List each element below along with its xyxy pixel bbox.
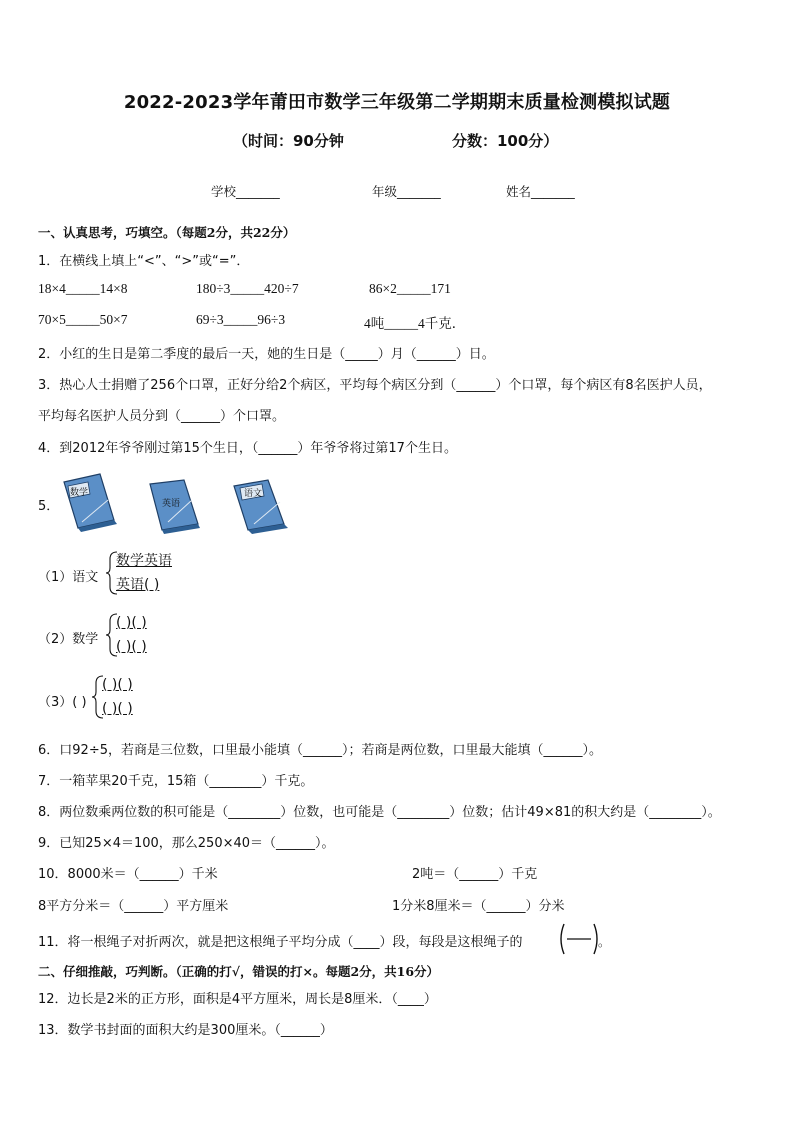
q5-part-3-label: （3）( ): [38, 695, 87, 710]
question-13: 13．数学书封面的面积大约是300厘米。（______）: [38, 1023, 333, 1038]
school-field: 学校_______: [211, 184, 280, 199]
question-5: 5．: [38, 499, 60, 514]
chinese-book-image: [232, 478, 294, 536]
question-10-d: 1分米8厘米＝（______）分米: [392, 899, 565, 914]
book-title: 语文: [244, 489, 263, 499]
question-10-c: 8平方分米＝（______）平方厘米: [38, 899, 229, 914]
time-label: （时间：90分钟: [233, 132, 344, 150]
score-label: 分数：100分）: [452, 132, 559, 150]
q1-item-5: 69÷3_____96÷3: [196, 312, 286, 327]
q1-item-4: 70×5_____50×7: [38, 312, 128, 327]
question-11: 11．将一根绳子对折两次，就是把这根绳子平均分成（____）段，每段是这根绳子的: [38, 935, 523, 950]
question-10-a: 10．8000米＝（______）千米: [38, 867, 218, 882]
q5-part-2-bottom: ( )( ): [116, 639, 147, 655]
fraction-blank-icon: [556, 922, 611, 956]
q5-part-1-top: 数学英语: [116, 553, 172, 569]
q5-part-2-top: ( )( ): [116, 615, 147, 631]
question-8: 8．两位数乘两位数的积可能是（________）位数，也可能是（________）位数；估计49×81的积大约是（________）。: [38, 805, 721, 820]
question-9: 9．已知25×4＝100，那么250×40＝（______）。: [38, 836, 335, 851]
question-2: 2．小红的生日是第二季度的最后一天，她的生日是（_____）月（______）日。: [38, 347, 495, 362]
grade-field: 年级_______: [372, 184, 441, 199]
q5-part-3-top: ( )( ): [102, 677, 133, 693]
q5-part-1-label: （1）语文: [38, 570, 99, 585]
name-field: 姓名_______: [506, 184, 575, 199]
question-3-line-1: 3．热心人士捐赠了256个口罩，正好分给2个病区，平均每个病区分到（______）个口罩，每个病区有8名医护人员，: [38, 378, 712, 393]
question-4: 4．到2012年爷爷刚过第15个生日，（______）年爷爷将过第17个生日。: [38, 441, 457, 456]
q1-item-1: 18×4_____14×8: [38, 281, 128, 296]
question-1: 1．在横线上填上“<”、“>”或“=”．: [38, 254, 250, 269]
svg-text:。: 。: [598, 935, 611, 949]
section-2-heading: 二、仔细推敲，巧判断。（正确的打√，错误的打×。每题2分，共16分）: [38, 964, 440, 979]
question-12: 12．边长是2米的正方形，面积是4平方厘米，周长是8厘米．（____）: [38, 992, 437, 1007]
question-6: 6．口92÷5，若商是三位数，口里最小能填（______）；若商是两位数，口里最大能填（______）。: [38, 743, 602, 758]
question-3-line-2: 平均每名医护人员分到（______）个口罩。: [38, 409, 286, 424]
page-title: 2022-2023学年莆田市数学三年级第二学期期末质量检测模拟试题: [123, 92, 671, 113]
english-book-image: [148, 478, 206, 536]
q1-item-2: 180÷3_____420÷7: [196, 281, 299, 296]
q5-part-2-label: （2）数学: [38, 632, 99, 647]
section-1-heading: 一、认真思考，巧填空。（每题2分，共22分）: [38, 225, 296, 240]
question-7: 7．一箱苹果20千克，15箱（________）千克。: [38, 774, 314, 789]
q1-item-6: 4吨_____4千克．: [364, 316, 466, 331]
book-title: 数学: [70, 488, 89, 498]
q1-item-3: 86×2_____171: [369, 281, 451, 296]
math-book-image: [62, 472, 122, 532]
question-10-b: 2吨＝（______）千克: [412, 867, 538, 882]
q5-part-3-bottom: ( )( ): [102, 701, 133, 717]
book-title: 英语: [162, 499, 181, 509]
q5-part-1-bottom: 英语( ): [116, 577, 160, 593]
